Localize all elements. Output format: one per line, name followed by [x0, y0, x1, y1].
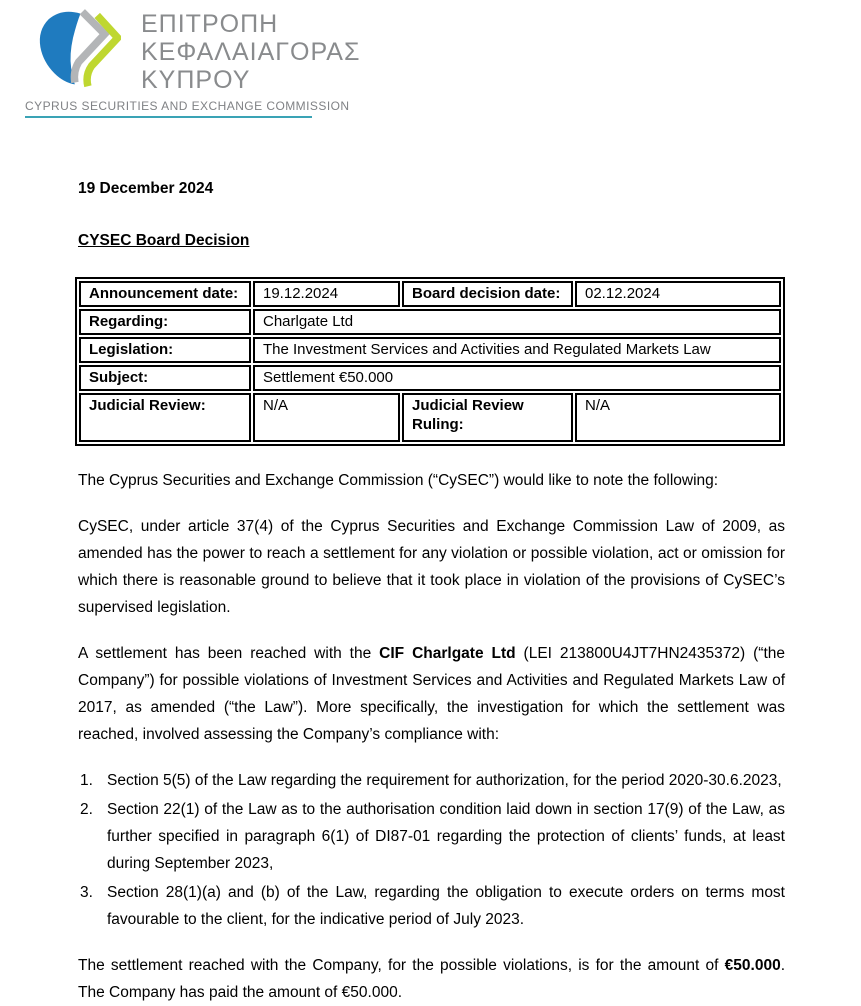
- paragraph-settlement: [78, 640, 785, 748]
- decision-info-table: [75, 277, 785, 446]
- list-item-text: Section 28(1)(a) and (b) of the Law, regarding the obligation to execute orders on terms most favourable to the client, for the indicative period of July 2023.: [107, 884, 785, 928]
- judicial-review-label: Judicial Review:: [79, 393, 251, 442]
- table-row-dates: [79, 281, 781, 307]
- document-title: CYSEC Board Decision: [78, 232, 250, 249]
- document-body: [78, 175, 785, 1006]
- table-row-judicial-review: [79, 393, 781, 442]
- logo-teal-rule: [25, 116, 312, 118]
- list-item-number: 2.: [80, 801, 93, 818]
- judicial-review-ruling-label: Judicial Review Ruling:: [402, 393, 573, 442]
- settlement-text-before: A settlement has been reached with the: [78, 645, 380, 662]
- table-row-subject: [79, 365, 781, 391]
- table-row-legislation: [79, 337, 781, 363]
- list-item-number: 3.: [80, 884, 93, 901]
- list-item-number: 1.: [80, 772, 93, 789]
- settlement-text-after: (LEI 213800U4JT7HN2435372) (“the Company”) for possible violations of Investment Services and Activities and Regulated Markets Law of 2017, as amended (“the Law”). More specifically, the investigation for which the settlement was reached, involved assessing the Company’s compliance with:: [78, 645, 785, 743]
- list-item-text: Section 5(5) of the Law regarding the requirement for authorization, for the period 2020-30.6.2023,: [107, 772, 782, 789]
- logo-greek-line-3: ΚΥΠΡΟΥ: [141, 66, 251, 94]
- regarding-value: Charlgate Ltd: [253, 309, 781, 335]
- subject-value: Settlement €50.000: [253, 365, 781, 391]
- judicial-review-ruling-value: N/A: [575, 393, 781, 442]
- violations-list: [78, 767, 785, 933]
- logo-greek-line-2: ΚΕΦΑΛΑΙΑΓΟΡΑΣ: [141, 38, 361, 66]
- logo-greek-text: [141, 10, 360, 94]
- announcement-date-label: Announcement date:: [79, 281, 251, 307]
- regarding-label: Regarding:: [79, 309, 251, 335]
- subject-label: Subject:: [79, 365, 251, 391]
- cysec-logo-icon: [25, 8, 121, 90]
- list-item: [78, 879, 785, 933]
- settlement-amount-bold: €50.000: [724, 957, 781, 974]
- paragraph-closing: [78, 952, 785, 1006]
- legislation-value: The Investment Services and Activities and Regulated Markets Law: [253, 337, 781, 363]
- table-row-regarding: [79, 309, 781, 335]
- announcement-date-value: 19.12.2024: [253, 281, 400, 307]
- board-decision-date-value: 02.12.2024: [575, 281, 781, 307]
- closing-text-before: The settlement reached with the Company, for the possible violations, is for the amount of: [78, 957, 725, 974]
- board-decision-date-label: Board decision date:: [402, 281, 573, 307]
- legislation-label: Legislation:: [79, 337, 251, 363]
- logo-greek-line-1: ΕΠΙΤΡΟΠΗ: [141, 10, 279, 38]
- document-date: 19 December 2024: [78, 180, 214, 197]
- list-item: [78, 796, 785, 877]
- cysec-logo: [25, 8, 861, 94]
- judicial-review-value: N/A: [253, 393, 400, 442]
- logo-english-caption: CYPRUS SECURITIES AND EXCHANGE COMMISSION: [25, 99, 350, 113]
- closing-text-after: . The Company has paid the amount of €50.000.: [78, 957, 785, 1001]
- list-item: [78, 767, 785, 794]
- company-name-bold: CIF Charlgate Ltd: [379, 645, 516, 662]
- paragraph-article-37: CySEC, under article 37(4) of the Cyprus Securities and Exchange Commission Law of 2009, as amended has the power to reach a settlement for any violation or possible violation, act or omission for which there is reasonable ground to believe that it took place in violation of the provisions of CySEC’s supervised legislation.: [78, 518, 785, 616]
- list-item-text: Section 22(1) of the Law as to the authorisation condition laid down in section 17(9) of the Law, as further specified in paragraph 6(1) of DI87-01 regarding the protection of clients’ funds, at least during September 2023,: [107, 801, 785, 872]
- page-header: [0, 0, 861, 118]
- paragraph-intro: The Cyprus Securities and Exchange Commission (“CySEC”) would like to note the following:: [78, 472, 719, 489]
